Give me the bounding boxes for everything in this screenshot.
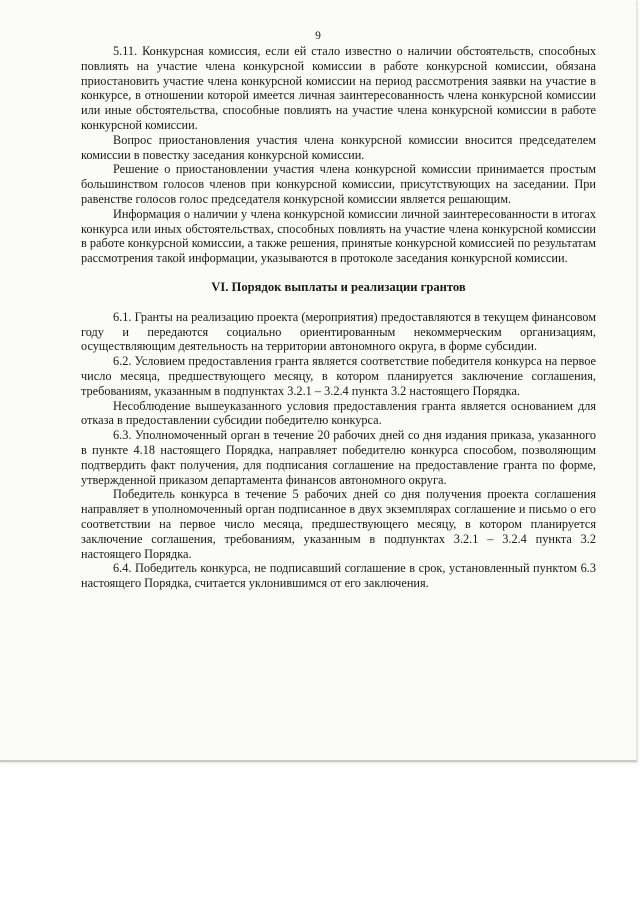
paragraph-non-compliance: Несоблюдение вышеуказанного условия предоставления гранта является основанием для отказа в предоставлении субсидии победителю конкурса. (81, 398, 596, 428)
paragraph-suspension-decision: Решение о приостановлении участия члена конкурсной комиссии принимается простым большинством голосов членов при конкурсной комиссии, присутствующих на заседании. При равенстве голосов голос председателя конкурсной комиссии является решающим. (81, 162, 596, 206)
paragraph-suspension-question: Вопрос приостановления участия члена конкурсной комиссии вносится председателем комиссии в повестку заседания конкурсной комиссии. (81, 132, 596, 162)
paragraph-winner-agreement: Победитель конкурса в течение 5 рабочих дней со дня получения проекта соглашения направляет в уполномоченный орган подписанное в двух экземплярах соглашение и письмо о его соответствии на первое число месяца, предшествующего месяцу, в котором планируется заключение соглашения, требованиям, указанным в подпунктах 3.2.1 – 3.2.4 пункта 3.2 настоящего Порядка. (81, 487, 596, 561)
paragraph-interest-information: Информация о наличии у члена конкурсной комиссии личной заинтересованности в итогах конкурса или иных обстоятельствах, способных повлиять на участие члена конкурсной комиссии в работе конкурсной комиссии, а также решения, принятые конкурсной комиссией по результатам рассмотрения такой информации, указываются в протоколе заседания конкурсной комиссии. (81, 206, 596, 266)
paragraph-6-1: 6.1. Гранты на реализацию проекта (мероприятия) предоставляются в текущем финансовом году и передаются социально ориентированным некоммерческим организациям, осуществляющим деятельность на территории автономного округа, в форме субсидии. (81, 309, 596, 354)
section-heading: VI. Порядок выплаты и реализации грантов (211, 279, 466, 294)
paragraph-6-3: 6.3. Уполномоченный орган в течение 20 рабочих дней со дня издания приказа, указанного в пункте 4.18 настоящего Порядка, направляет победителю конкурса способом, позволяющим подтвердить факт получения, для подписания соглашение на предоставление гранта по форме, утвержденной приказом департамента финансов автономного округа. (81, 428, 596, 487)
paragraph-5-11: 5.11. Конкурсная комиссия, если ей стало известно о наличии обстоятельств, способных повлиять на участие члена конкурсной комиссии в работе конкурсной комиссии, обязана приостановить участие члена конкурсной комиссии на период рассмотрения заявки на участие в конкурсе, в отношении которой имеется личная заинтересованность члена конкурсной комиссии или иные обстоятельства, способные повлиять на участие члена конкурсной комиссии в работе конкурсной комиссии. (81, 44, 596, 132)
paragraph-6-4: 6.4. Победитель конкурса, не подписавший соглашение в срок, установленный пунктом 6.3 настоящего Порядка, считается уклонившимся от его заключения. (81, 561, 596, 591)
document-body (81, 44, 596, 591)
page-number: 9 (315, 30, 321, 42)
paragraph-6-2: 6.2. Условием предоставления гранта является соответствие победителя конкурса на первое число месяца, предшествующего месяцу, в котором планируется заключение соглашения, требованиям, указанным в подпунктах 3.2.1 – 3.2.4 пункта 3.2 настоящего Порядка. (81, 354, 596, 398)
